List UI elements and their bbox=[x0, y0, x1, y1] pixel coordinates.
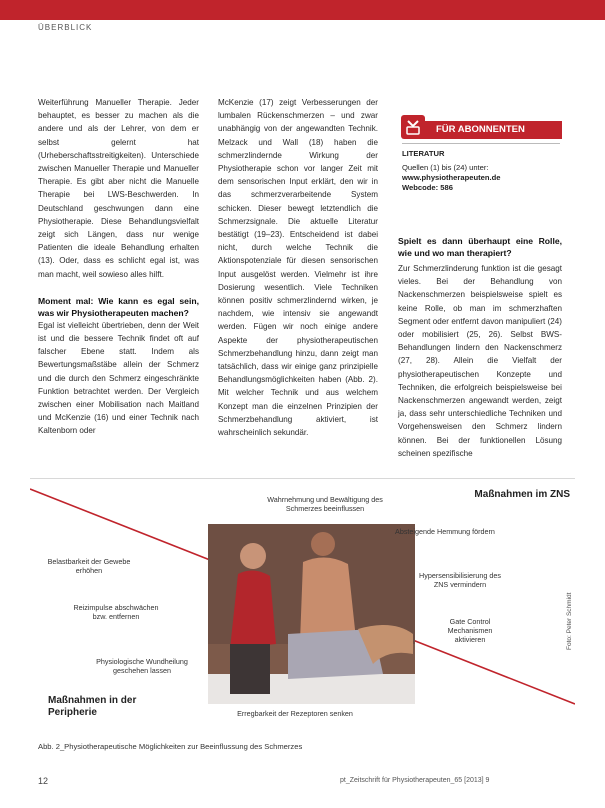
subscriber-body bbox=[402, 149, 562, 193]
header-bar bbox=[0, 0, 605, 20]
paragraph: McKenzie (17) zeigt Verbesserungen der lumbalen Rückenschmerzen – und zwar unabhängig von der angewandten Technik. Melzack und Wall (18) haben die schmerzlindernde Wirkung der Physiotherapie schon vor langer Zeit mit dem sensorischen Input erklärt, den wir in das schmerzverarbeitende System schicken. Dieser bewegt letztendlich die Schmerzsignale. Die aktuelle Literatur bestätigt (19–23). Entscheidend ist dabei nicht, durch welche Technik die Aktionspotenziale für diesen sensorischen Input ausgelöst werden. Vielmehr ist ihre Dosierung wesentlich. Viele Techniken können positiv schmerzlindernd wirken, je nachdem, wie intensiv sie angewandt werden. Fügen wir noch einige andere Aspekte der physiotherapeutischen Schmerzbehandlung hinzu, dann zeigt man tatsächlich, dass wir einige ganz prinzipielle Behandlungsmöglichkeiten haben (Abb. 2). Mit welcher Technik und aus welchem Konzept man die einzelnen Prinzipien der Schmerzbehandlung aktiviert, ist wahrscheinlich sekundär. bbox=[218, 98, 378, 438]
figure bbox=[30, 478, 575, 739]
divider bbox=[402, 143, 560, 144]
label-wound-healing: Physiologische Wundheilung geschehen lassen bbox=[96, 657, 188, 675]
paragraph: Zur Schmerzlinderung funktion ist die gesagt vieles. Bei der Behandlung von Nackenschmerzen beispielsweise spielt es keine Rolle, ob man im schmerzhaften Segment oder entfernt davon manipuliert (24) oder mobilisiert (25, 26). Selbst BWS-Behandlungen lindern den Nackenschmerz (27, 28). Allein die Vielfalt der physiotherapeutischen Konzepte und Techniken, die erfolgreich beispielsweise bei Nackenschmerzen angewandt werden, zeigt ja, dass sehr unterschiedliche Techniken und Vorgehensweisen den Schmerz lindern können. Bei der funktionellen Lösung scheinen spezifische bbox=[398, 264, 562, 458]
therapy-photo bbox=[208, 524, 415, 704]
article-column-2 bbox=[218, 96, 378, 439]
subscriber-header-bar bbox=[422, 121, 562, 139]
source-link[interactable]: www.physiotherapeuten.de bbox=[402, 173, 501, 182]
section-label: ÜBERBLICK bbox=[38, 23, 93, 32]
subscriber-box bbox=[398, 113, 562, 209]
label-descending-inhibition: Absteigende Hemmung fördern bbox=[395, 527, 495, 536]
article-column-3 bbox=[398, 235, 562, 460]
therapy-photo-illustration bbox=[208, 524, 415, 704]
label-gate-control: Gate Control Mechanismen aktivieren bbox=[447, 617, 493, 644]
paragraph: Weiterführung Manueller Therapie. Jeder behauptet, es besser zu machen als die andere und als der Lehrer, von dem er selbst gelernt hat (Urheberschaftsstreitigkeiten). Unterschiede zwischen Manueller Therapie und Manueller Therapie. Es gibt aber nicht die Manuelle Therapie bei LWS-Beschwerden. In Deutschland geschwungen dann eine Physiotherapie. Diese Behandlungsvielfalt zeigt sich Längen, dass nur wenige Patienten die ideale Behandlung erhalten (13). Oder, dass es schlicht egal ist, was man macht, weil sowieso alles hilft. bbox=[38, 98, 199, 279]
label-receptors: Erregbarkeit der Rezeptoren senken bbox=[237, 709, 353, 718]
page-number: 12 bbox=[38, 776, 49, 786]
webcode-text: Webcode: 586 bbox=[402, 183, 453, 192]
photo-credit: Foto: Peter Schmidt bbox=[566, 592, 573, 650]
label-cns-heading: Maßnahmen im ZNS bbox=[474, 489, 570, 500]
label-perception: Wahrnehmung und Bewältigung des Schmerzes beeinflussen bbox=[267, 495, 383, 513]
source-text: Quellen (1) bis (24) unter: bbox=[402, 163, 489, 172]
document-icon bbox=[398, 113, 428, 141]
subheading: Spielt es dann überhaupt eine Rolle, wie und wo man therapiert? bbox=[398, 236, 562, 258]
label-periphery-heading: Maßnahmen in der Peripherie bbox=[48, 695, 137, 718]
literature-label: LITERATUR bbox=[402, 149, 445, 158]
figure-caption: Abb. 2_Physiotherapeutische Möglichkeiten zur Beeinflussung des Schmerzes bbox=[38, 742, 303, 751]
subheading: Moment mal: Wie kann es egal sein, was wir Physiotherapeuten machen? bbox=[38, 295, 199, 318]
label-tissue-load: Belastbarkeit der Gewebe erhöhen bbox=[47, 557, 131, 575]
footer-source: pt_Zeitschrift für Physiotherapeuten_65 [2013] 9 bbox=[340, 777, 490, 784]
label-stimulus: Reizimpulse abschwächen bzw. entfernen bbox=[73, 603, 159, 621]
article-column-1 bbox=[38, 96, 199, 438]
label-hypersensitivity: Hypersensibilisierung des ZNS vermindern bbox=[419, 571, 501, 589]
paragraph: Egal ist vielleicht übertrieben, denn der Weit ist und die bessere Technik findet oft auf falscher Ebene statt. Indem als Bewertungsmaßstäbe allein der Schmerz und die durch den Schmerz eingeschränkte Funktion betrachtet werden. Der Vergleich zwischen einer Mobilisation nach Maitland und McKenzie (16) und einer Technik nach Kaltenborn oder bbox=[38, 320, 199, 436]
subscriber-header-label: FÜR ABONNENTEN bbox=[436, 124, 525, 135]
